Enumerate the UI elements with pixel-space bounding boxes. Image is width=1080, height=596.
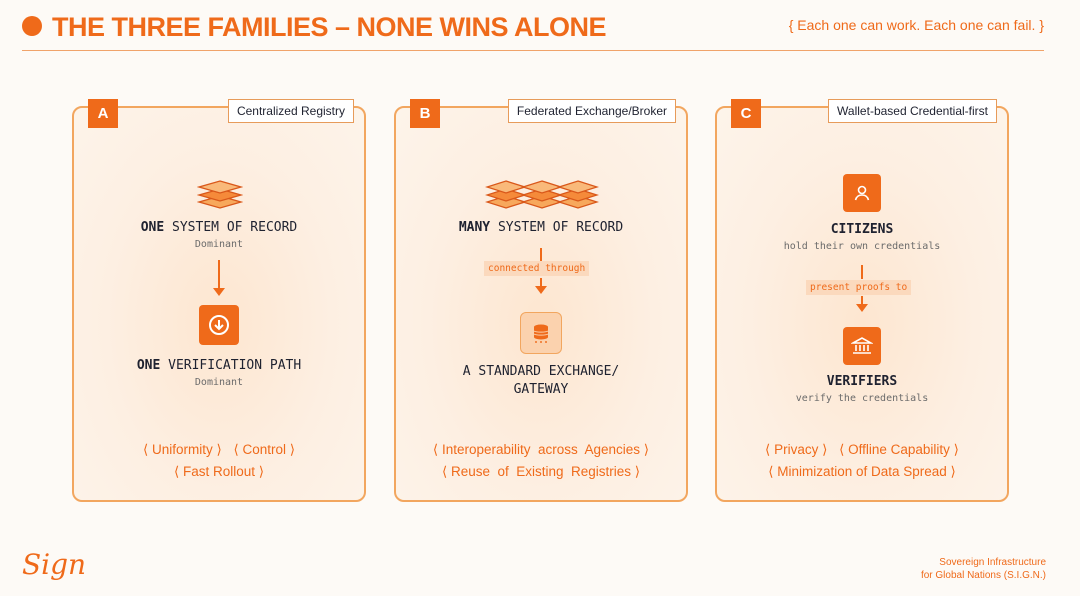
verifiers-sub: verify the credentials — [795, 393, 929, 404]
connector-label: present proofs to — [806, 280, 911, 295]
layers-stack-icon — [197, 176, 243, 210]
verifiers-label: VERIFIERS — [826, 374, 898, 389]
system-of-record-label: MANY SYSTEM OF RECORD — [458, 220, 624, 235]
footer-text — [921, 556, 1046, 582]
panel-tag: Wallet-based Credential-first — [828, 99, 997, 123]
feature-row — [396, 442, 686, 458]
panel-letter-badge: A — [88, 99, 118, 128]
layers-stack-icon — [485, 176, 599, 210]
download-arrow-icon — [199, 305, 239, 345]
header — [22, 10, 1046, 50]
footer-line: for Global Nations (S.I.G.N.) — [920, 570, 1046, 581]
bank-icon — [843, 327, 881, 365]
footer-line: Sovereign Infrastructure — [939, 557, 1046, 568]
system-of-record-sub: Dominant — [194, 239, 244, 250]
header-divider — [22, 50, 1044, 51]
feature-tag: ⟨ Offline Capability ⟩ — [839, 442, 959, 457]
panel-wallet-credential — [715, 106, 1009, 502]
sign-logo: Sign — [22, 548, 87, 581]
feature-tag: ⟨ Fast Rollout ⟩ — [173, 464, 265, 479]
feature-row — [74, 464, 364, 480]
verification-path-sub: Dominant — [194, 377, 244, 388]
page-tagline: { Each one can work. Each one can fail. } — [788, 17, 1044, 33]
feature-tag: ⟨ Control ⟩ — [233, 442, 296, 457]
arrow-down-icon — [535, 286, 547, 294]
citizens-sub: hold their own credentials — [783, 241, 941, 252]
panel-tag: Federated Exchange/Broker — [508, 99, 676, 123]
gateway-label-line1: A STANDARD EXCHANGE/ — [462, 364, 620, 379]
feature-tag: ⟨ Interoperability across Agencies ⟩ — [432, 442, 650, 457]
flow-line — [540, 248, 542, 262]
feature-tag: ⟨ Uniformity ⟩ — [142, 442, 222, 457]
verification-path-label: ONE VERIFICATION PATH — [136, 358, 302, 373]
citizens-label: CITIZENS — [830, 222, 894, 237]
feature-tag: ⟨ Reuse of Existing Registries ⟩ — [441, 464, 641, 479]
panel-tag: Centralized Registry — [228, 99, 354, 123]
panel-centralized-registry — [72, 106, 366, 502]
connector-label: connected through — [484, 261, 589, 276]
feature-tag: ⟨ Minimization of Data Spread ⟩ — [768, 464, 956, 479]
flow-line — [861, 265, 863, 279]
database-gateway-icon — [520, 312, 562, 354]
feature-tag: ⟨ Privacy ⟩ — [765, 442, 828, 457]
flow-line — [218, 260, 220, 290]
page-title: THE THREE FAMILIES – NONE WINS ALONE — [52, 12, 607, 42]
arrow-down-icon — [213, 288, 225, 296]
title-bullet-icon — [22, 16, 42, 36]
panel-letter-badge: B — [410, 99, 440, 128]
feature-row — [396, 464, 686, 480]
arrow-down-icon — [856, 304, 868, 312]
user-icon — [843, 174, 881, 212]
panel-federated-exchange — [394, 106, 688, 502]
feature-row — [717, 442, 1007, 458]
feature-row — [717, 464, 1007, 480]
panel-letter-badge: C — [731, 99, 761, 128]
system-of-record-label: ONE SYSTEM OF RECORD — [140, 220, 298, 235]
feature-row — [74, 442, 364, 458]
gateway-label-line2: GATEWAY — [513, 382, 569, 397]
